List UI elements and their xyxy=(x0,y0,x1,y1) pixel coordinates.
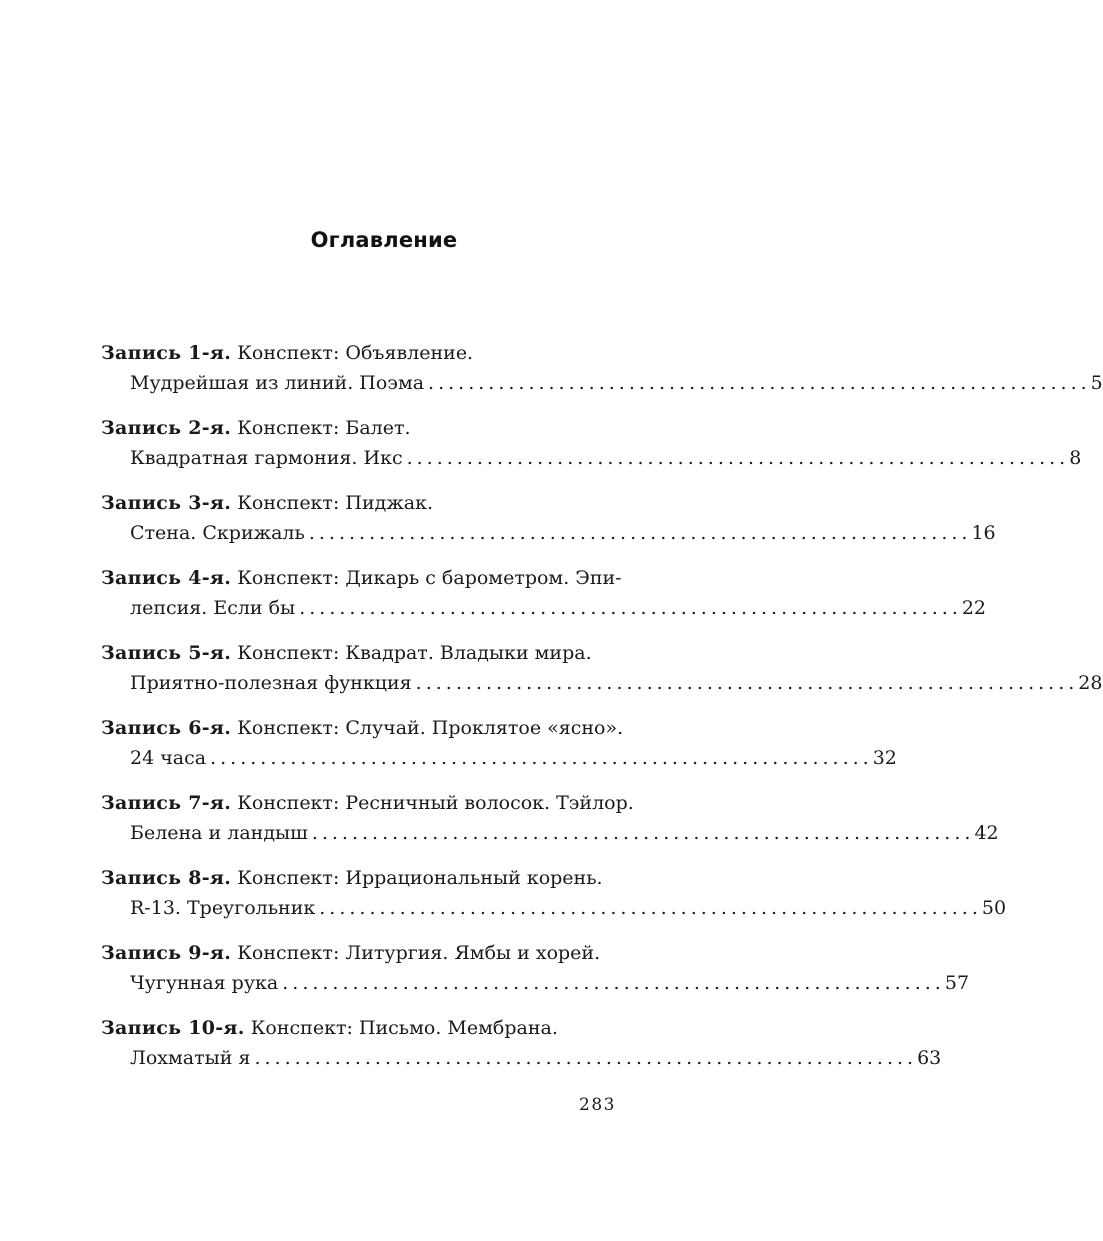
entry-label: Запись 9-я. xyxy=(101,942,232,964)
entry-title-cont: Приятно-полезная функция xyxy=(130,672,412,694)
dot-leader: .................................................................. xyxy=(308,522,972,544)
dot-leader: .................................................................. xyxy=(282,972,945,994)
table-of-contents xyxy=(101,338,1103,1088)
entry-title: Конспект: Случай. Проклятое «ясно». xyxy=(237,717,624,739)
entry-title: Конспект: Иррациональный корень. xyxy=(237,867,603,889)
entry-title: Конспект: Дикарь с барометром. Эпи- xyxy=(237,567,622,589)
page-title: Оглавление xyxy=(310,228,458,252)
page-number: 63 xyxy=(917,1047,942,1069)
toc-entry-3[interactable] xyxy=(101,488,996,563)
toc-entry-4[interactable] xyxy=(101,563,987,638)
toc-entry-6[interactable] xyxy=(101,713,897,788)
entry-label: Запись 7-я. xyxy=(101,792,232,814)
entry-label: Запись 4-я. xyxy=(101,567,232,589)
entry-title-cont: 24 часа xyxy=(130,747,207,769)
dot-leader: .................................................................. xyxy=(319,897,982,919)
entry-title: Конспект: Письмо. Мембрана. xyxy=(250,1017,558,1039)
entry-title-cont: Квадратная гармония. Икс xyxy=(130,447,403,469)
page-number: 8 xyxy=(1069,447,1082,469)
dot-leader: .................................................................. xyxy=(406,447,1070,469)
entry-label: Запись 1-я. xyxy=(101,342,232,364)
entry-title: Конспект: Ресничный волосок. Тэйлор. xyxy=(237,792,634,814)
entry-title-cont: Лохматый я xyxy=(130,1047,251,1069)
entry-title: Конспект: Объявление. xyxy=(237,342,474,364)
dot-leader: .................................................................. xyxy=(415,672,1079,694)
page-number: 32 xyxy=(872,747,897,769)
page-number: 5 xyxy=(1090,372,1103,394)
toc-entry-8[interactable] xyxy=(101,863,1007,938)
entry-title: Конспект: Квадрат. Владыки мира. xyxy=(237,642,592,664)
toc-entry-9[interactable] xyxy=(101,938,970,1013)
dot-leader: .................................................................. xyxy=(428,372,1091,394)
toc-entry-2[interactable] xyxy=(101,413,1082,488)
dot-leader: .................................................................. xyxy=(210,747,873,769)
entry-title-cont: Мудрейшая из линий. Поэма xyxy=(130,372,425,394)
dot-leader: .................................................................. xyxy=(299,597,962,619)
entry-title-cont: Белена и ландыш xyxy=(130,822,308,844)
entry-title: Конспект: Балет. xyxy=(237,417,411,439)
entry-title: Конспект: Пиджак. xyxy=(237,492,434,514)
toc-entry-1[interactable] xyxy=(101,338,1103,413)
page-number: 16 xyxy=(971,522,996,544)
entry-label: Запись 6-я. xyxy=(101,717,232,739)
entry-label: Запись 10-я. xyxy=(101,1017,245,1039)
entry-label: Запись 3-я. xyxy=(101,492,232,514)
entry-label: Запись 8-я. xyxy=(101,867,232,889)
entry-title: Конспект: Литургия. Ямбы и хорей. xyxy=(237,942,601,964)
page-number: 42 xyxy=(974,822,999,844)
page-number: 28 xyxy=(1078,672,1103,694)
entry-title-cont: Стена. Скрижаль xyxy=(130,522,305,544)
entry-label: Запись 5-я. xyxy=(101,642,232,664)
folio-page-number: 283 xyxy=(579,1095,616,1115)
page-number: 57 xyxy=(944,972,970,994)
toc-entry-5[interactable] xyxy=(101,638,1103,713)
dot-leader: .................................................................. xyxy=(254,1047,918,1069)
entry-title-cont: R-13. Треугольник xyxy=(130,897,316,919)
toc-entry-7[interactable] xyxy=(101,788,999,863)
entry-title-cont: лепсия. Если бы xyxy=(130,597,296,619)
entry-label: Запись 2-я. xyxy=(101,417,232,439)
page-number: 22 xyxy=(961,597,987,619)
entry-title-cont: Чугунная рука xyxy=(130,972,279,994)
toc-entry-10[interactable] xyxy=(101,1013,942,1088)
page-number: 50 xyxy=(981,897,1007,919)
dot-leader: .................................................................. xyxy=(311,822,975,844)
